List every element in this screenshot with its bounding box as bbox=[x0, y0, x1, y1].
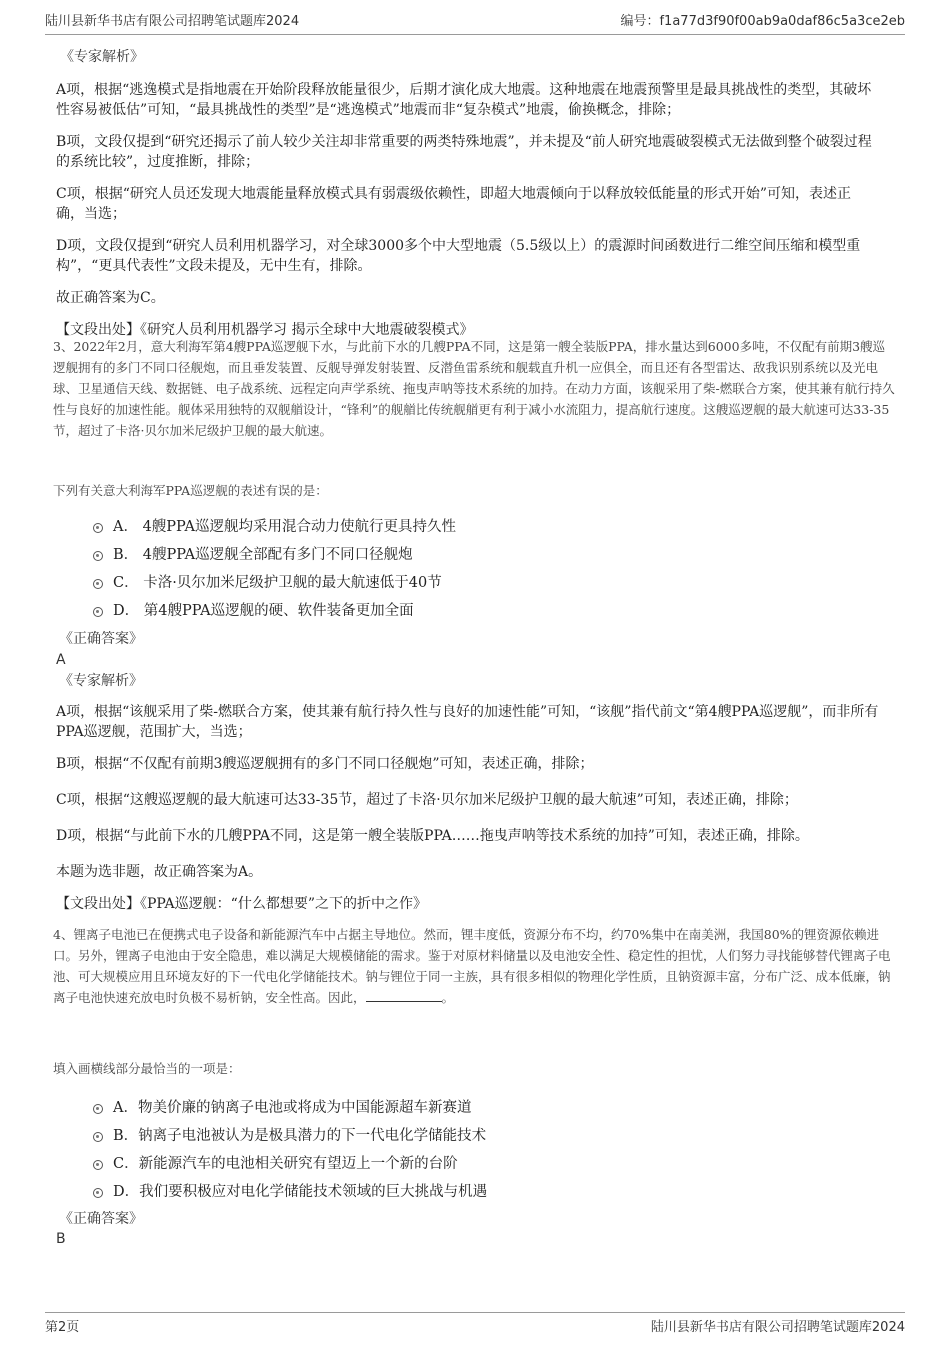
conclusion: 故正确答案为C。 bbox=[56, 290, 165, 306]
radio-icon[interactable] bbox=[93, 523, 103, 533]
page-number: 第2页 bbox=[45, 1320, 80, 1335]
question-3-options bbox=[53, 511, 456, 623]
footer-title: 陆川县新华书店有限公司招聘笔试题库2024 bbox=[650, 1320, 905, 1335]
source: 【文段出处】《研究人员利用机器学习 揭示全球中大地震破裂模式》 bbox=[56, 322, 474, 338]
radio-icon[interactable] bbox=[93, 1160, 103, 1170]
option-c[interactable]: C．新能源汽车的电池相关研究有望迈上一个新的台阶 bbox=[53, 1148, 487, 1176]
radio-icon[interactable] bbox=[93, 1104, 103, 1114]
question-3-passage: 3、2022年2月，意大利海军第4艘PPA巡逻舰下水，与此前下水的几艘PPA不同，这是第一艘全装版PPA，排水量达到6000多吨，不仅配有前期3艘巡逻舰拥有的多门不同口径舰炮，而且垂发装置、反舰导弹发射装置、反潜鱼雷系统和舰载直升机一应俱全，而且还有各型雷达、敌我识别系统以及光电球、卫星通信天线、数据链、电子战系统、远程定向声学系统、拖曳声呐等技术系统的加持。在动力方面，该舰采用了柴-燃联合方案，使其兼有航行持久性与良好的加速性能。舰体采用独特的双舰艏设计，“锋利”的舰艏比传统舰艏更有利于减小水流阻力，提高航行速度。这艘巡逻舰的最大航速可达33-35节，超过了卡洛·贝尔加米尼级护卫舰的最大航速。 bbox=[53, 339, 895, 438]
radio-icon[interactable] bbox=[93, 1188, 103, 1198]
option-c[interactable]: C． 卡洛·贝尔加米尼级护卫舰的最大航速低于40节 bbox=[53, 567, 456, 595]
analysis-d: D项，根据“与此前下水的几艘PPA不同，这是第一艘全装版PPA……拖曳声呐等技术系统的加持”可知，表述正确，排除。 bbox=[56, 828, 809, 844]
question-4-passage: 4、锂离子电池已在便携式电子设备和新能源汽车中占据主导地位。然而，锂丰度低，资源分布不均，约70%集中在南美洲，我国80%的锂资源依赖进口。另外，锂离子电池由于安全隐患，难以满足大规模储能的需求。鉴于对原材料储量以及电池安全性、稳定性的担忧，人们努力寻找能够替代锂离子电池、可大规模应用且环境友好的下一代电化学储能技术。钠与锂位于同一主族，具有很多相似的物理化学性质，且钠资源丰富，分布广泛、成本低廉，钠离子电池快速充放电时负极不易析钠，安全性高。因此， 。 bbox=[53, 927, 891, 1005]
analysis-c: C项，根据“这艘巡逻舰的最大航速可达33-35节，超过了卡洛·贝尔加米尼级护卫舰的最大航速”可知，表述正确，排除； bbox=[56, 792, 798, 808]
page-footer bbox=[45, 1312, 905, 1335]
option-b[interactable]: B．钠离子电池被认为是极具潜力的下一代电化学储能技术 bbox=[53, 1120, 487, 1148]
radio-icon[interactable] bbox=[93, 607, 103, 617]
expert-analysis-label: 《专家解析》 bbox=[59, 673, 143, 689]
analysis-c: C项，根据“研究人员还发现大地震能量释放模式具有弱震级依赖性，即超大地震倾向于以释放较低能量的形式开始”可知，表述正确，当选； bbox=[56, 186, 852, 222]
option-a[interactable]: A．物美价廉的钠离子电池或将成为中国能源超车新赛道 bbox=[53, 1092, 487, 1120]
answer-value: A bbox=[56, 652, 66, 668]
answer-label: 《正确答案》 bbox=[59, 1211, 143, 1227]
radio-icon[interactable] bbox=[93, 579, 103, 589]
analysis-b: B项，文段仅提到“研究还揭示了前人较少关注却非常重要的两类特殊地震”，并未提及“前人研究地震破裂模式无法做到整个破裂过程的系统比较”，过度推断，排除； bbox=[56, 134, 872, 170]
option-a[interactable]: A． 4艘PPA巡逻舰均采用混合动力使航行更具持久性 bbox=[53, 511, 456, 539]
option-b[interactable]: B． 4艘PPA巡逻舰全部配有多门不同口径舰炮 bbox=[53, 539, 456, 567]
question-3-stem: 下列有关意大利海军PPA巡逻舰的表述有误的是： bbox=[53, 483, 328, 498]
answer-value: B bbox=[56, 1231, 66, 1247]
radio-icon[interactable] bbox=[93, 551, 103, 561]
option-d[interactable]: D．我们要积极应对电化学储能技术领域的巨大挑战与机遇 bbox=[53, 1176, 487, 1204]
header-title: 陆川县新华书店有限公司招聘笔试题库2024 bbox=[45, 14, 300, 29]
question-4-stem: 填入画横线部分最恰当的一项是： bbox=[53, 1061, 241, 1076]
conclusion: 本题为选非题，故正确答案为A。 bbox=[56, 864, 263, 880]
page-header bbox=[45, 10, 905, 35]
analysis-b: B项，根据“不仅配有前期3艘巡逻舰拥有的多门不同口径舰炮”可知，表述正确，排除； bbox=[56, 756, 594, 772]
radio-icon[interactable] bbox=[93, 1132, 103, 1142]
question-4-options bbox=[53, 1092, 487, 1204]
analysis-d: D项，文段仅提到“研究人员利用机器学习，对全球3000多个中大型地震（5.5级以上）的震源时间函数进行二维空间压缩和模型重构”，“更具代表性”文段未提及，无中生有，排除。 bbox=[56, 238, 861, 274]
option-d[interactable]: D． 第4艘PPA巡逻舰的硬、软件装备更加全面 bbox=[53, 595, 456, 623]
expert-analysis-label: 《专家解析》 bbox=[60, 49, 144, 65]
analysis-a: A项，根据“该舰采用了柴-燃联合方案，使其兼有航行持久性与良好的加速性能”可知，“该舰”指代前文“第4艘PPA巡逻舰”，而非所有PPA巡逻舰，范围扩大，当选； bbox=[56, 704, 879, 740]
answer-label: 《正确答案》 bbox=[59, 631, 143, 647]
analysis-a: A项，根据“逃逸模式是指地震在开始阶段释放能量很少，后期才演化成大地震。这种地震在地震预警里是最具挑战性的类型，其破坏性容易被低估”可知，“最具挑战性的类型”是“逃逸模式”地震而非“复杂模式”地震，偷换概念，排除； bbox=[56, 82, 872, 118]
source: 【文段出处】《PPA巡逻舰：“什么都想要”之下的折中之作》 bbox=[56, 896, 427, 912]
header-serial-number: 编号：f1a77d3f90f00ab9a0daf86c5a3ce2eb bbox=[620, 14, 905, 29]
fill-blank-line bbox=[366, 989, 442, 1002]
